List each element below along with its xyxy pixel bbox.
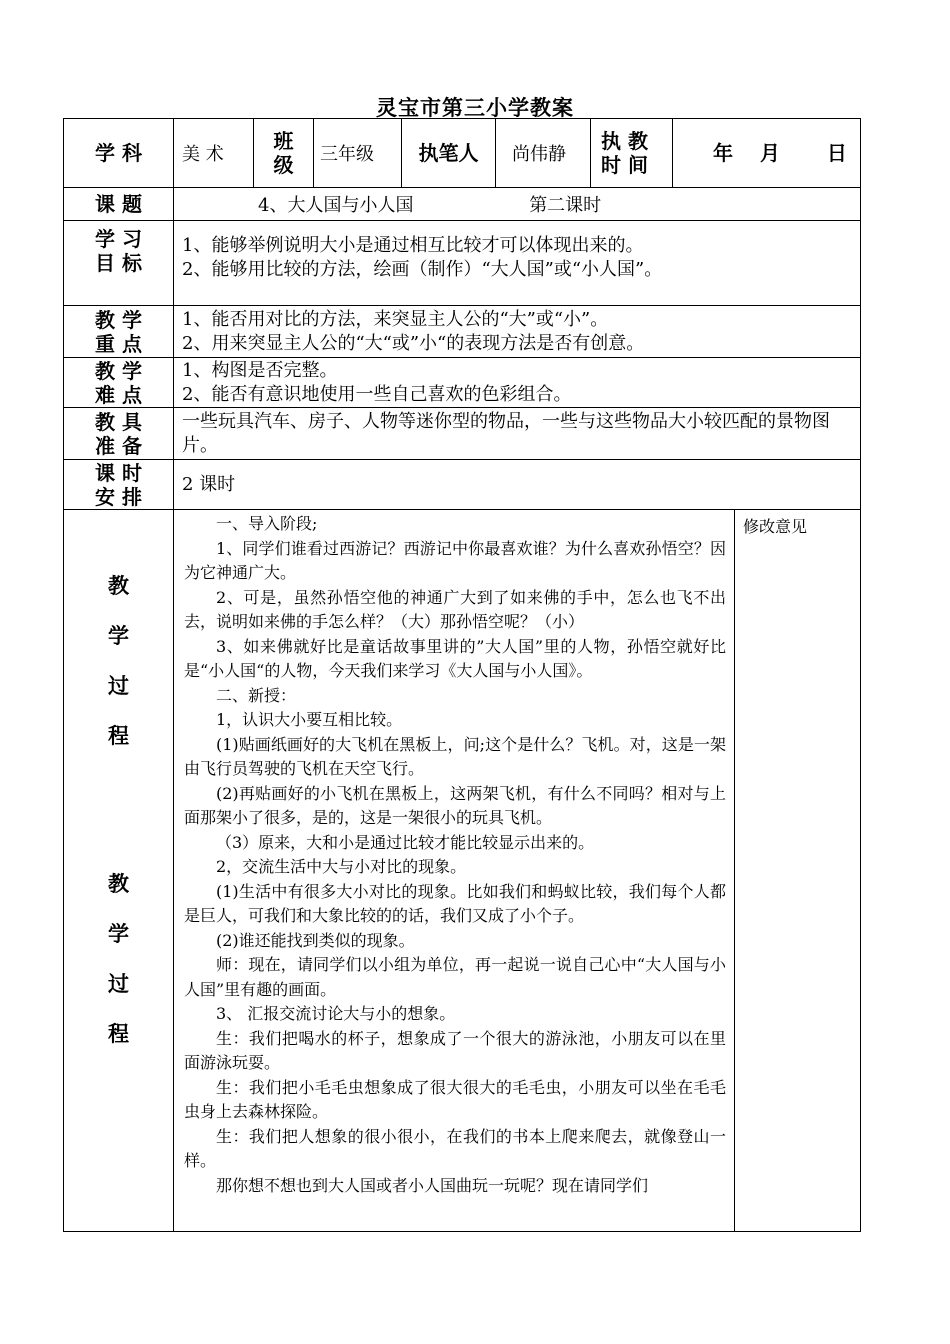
process-paragraph: (2)谁还能找到类似的现象。 <box>216 930 415 950</box>
process-paragraph: 生：我们把人想象的很小很小，在我们的书本上爬来爬去，就像登山一样。 <box>184 1126 726 1170</box>
vertical-char-4: 程 <box>108 723 129 748</box>
process-paragraph: 一、导入阶段; <box>216 514 318 533</box>
author-value: 尚伟静 <box>496 119 591 188</box>
difficulty-label <box>64 358 174 408</box>
process-paragraph: (1)贴画纸画好的大飞机在黑板上，问;这个是什么？飞机。对，这是一架由飞行员驾驶的飞机在天空飞行。 <box>184 734 726 778</box>
schedule-label-line-1: 课 时 <box>95 460 142 485</box>
teach-time-label-line-2: 时 间 <box>601 153 648 177</box>
subject-label: 学 科 <box>64 119 174 188</box>
process-paragraph: 2，交流生活中大与小对比的现象。 <box>216 857 467 876</box>
difficulty-line-2: 2、能否有意识地使用一些自己喜欢的色彩组合。 <box>182 383 572 405</box>
process-paragraph: 生：我们把小毛毛虫想象成了很大很大的毛毛虫，小朋友可以坐在毛毛虫身上去森林探险。 <box>184 1077 726 1121</box>
process-paragraph: 师：现在，请同学们以小组为单位，再一起说一说自己心中“大人国与小人国”里有趣的画面。 <box>184 955 726 999</box>
process-row <box>64 510 861 1232</box>
subject-value: 美 术 <box>174 119 254 188</box>
process-paragraph: 1，认识大小要互相比较。 <box>216 710 403 729</box>
goals-cell <box>174 221 861 306</box>
class-label-line-1: 班 <box>273 129 294 153</box>
goals-label <box>64 221 174 306</box>
difficulty-label-line-2: 难 点 <box>95 382 142 407</box>
goals-row <box>64 221 861 306</box>
schedule-label <box>64 460 174 510</box>
vertical-char-5: 教 <box>108 871 129 896</box>
materials-label <box>64 408 174 460</box>
teach-time-label <box>591 119 673 188</box>
focus-cell <box>174 306 861 358</box>
schedule-label-line-2: 安 排 <box>95 484 142 509</box>
difficulty-label-line-1: 教 学 <box>95 358 142 383</box>
process-content <box>174 510 735 1232</box>
vertical-char-6: 学 <box>108 921 129 946</box>
focus-label-line-1: 教 学 <box>95 307 142 332</box>
focus-line-1: 1、能否用对比的方法，来突显主人公的“大”或“小”。 <box>182 308 609 330</box>
topic-row <box>64 188 861 221</box>
topic-value: 4、大人国与小人国 <box>258 195 414 216</box>
vertical-char-1: 教 <box>108 573 129 598</box>
process-vertical-label <box>64 510 174 1232</box>
focus-label-line-2: 重 点 <box>95 331 142 356</box>
materials-label-line-2: 准 备 <box>95 433 142 458</box>
goal-line-2: 2、能够用比较的方法，绘画（制作）“大人国”或“小人国”。 <box>182 259 663 280</box>
materials-row <box>64 408 861 460</box>
goals-label-line-1: 学 习 <box>95 227 142 251</box>
topic-cell <box>174 188 861 221</box>
grade-value: 三年级 <box>314 119 402 188</box>
vertical-char-3: 过 <box>108 673 129 698</box>
process-paragraph: 二、新授： <box>216 685 297 705</box>
materials-text: 一些玩具汽车、房子、人物等迷你型的物品，一些与这些物品大小较匹配的景物图片。 <box>174 408 861 460</box>
author-label: 执笔人 <box>402 119 496 188</box>
difficulty-cell <box>174 358 861 408</box>
schedule-row <box>64 460 861 510</box>
focus-label <box>64 306 174 358</box>
vertical-char-2: 学 <box>108 623 129 648</box>
goals-label-line-2: 目 标 <box>95 251 142 275</box>
class-label <box>254 119 314 188</box>
vertical-char-8: 程 <box>108 1021 129 1046</box>
focus-row <box>64 306 861 358</box>
teach-time-label-line-1: 执 教 <box>601 129 648 153</box>
process-paragraph: (1)生活中有很多大小对比的现象。比如我们和蚂蚁比较，我们每个人都是巨人，可我们和大象比较的的话，我们又成了小个子。 <box>184 881 726 925</box>
materials-label-line-1: 教 具 <box>95 409 142 434</box>
schedule-value: 2 课时 <box>174 460 861 510</box>
process-paragraph: （3）原来，大和小是通过比较才能比较显示出来的。 <box>216 832 595 852</box>
revision-notes: 修改意见 <box>735 510 861 1232</box>
vertical-char-7: 过 <box>108 971 129 996</box>
process-paragraph: 生：我们把喝水的杯子，想象成了一个很大的游泳池，小朋友可以在里面游泳玩耍。 <box>184 1028 726 1072</box>
process-paragraph: 3、 汇报交流讨论大与小的想象。 <box>216 1004 456 1023</box>
topic-label: 课 题 <box>64 188 174 221</box>
process-paragraph: 2、可是，虽然孙悟空他的神通广大到了如来佛的手中，怎么也飞不出去，说明如来佛的手怎么样？（大）那孙悟空呢？（小） <box>184 587 726 631</box>
process-paragraph: 那你想不想也到大人国或者小人国曲玩一玩呢？现在请同学们 <box>216 1175 649 1195</box>
class-label-line-2: 级 <box>273 153 294 177</box>
process-paragraph: 1、同学们谁看过西游记？西游记中你最喜欢谁？为什么喜欢孙悟空？因为它神通广大。 <box>184 538 726 582</box>
process-paragraph: (2)再贴画好的小飞机在黑板上，这两架飞机，有什么不同吗？相对与上面那架小了很多，是的，这是一架很小的玩具飞机。 <box>184 783 726 827</box>
page-title: 灵宝市第三小学教案 <box>376 95 574 120</box>
lesson-plan-table <box>63 118 861 1232</box>
header-row <box>64 119 861 188</box>
difficulty-line-1: 1、构图是否完整。 <box>182 359 338 381</box>
topic-session: 第二课时 <box>529 195 602 216</box>
process-paragraph: 3、如来佛就好比是童话故事里讲的”大人国”里的人物，孙悟空就好比是“小人国“的人物，今天我们来学习《大人国与小人国》。 <box>184 636 726 680</box>
goal-line-1: 1、能够举例说明大小是通过相互比较才可以体现出来的。 <box>182 235 644 256</box>
date-value: 年 月 日 <box>673 119 861 188</box>
difficulty-row <box>64 358 861 408</box>
focus-line-2: 2、用来突显主人公的“大“或”小“的表现方法是否有创意。 <box>182 332 645 354</box>
